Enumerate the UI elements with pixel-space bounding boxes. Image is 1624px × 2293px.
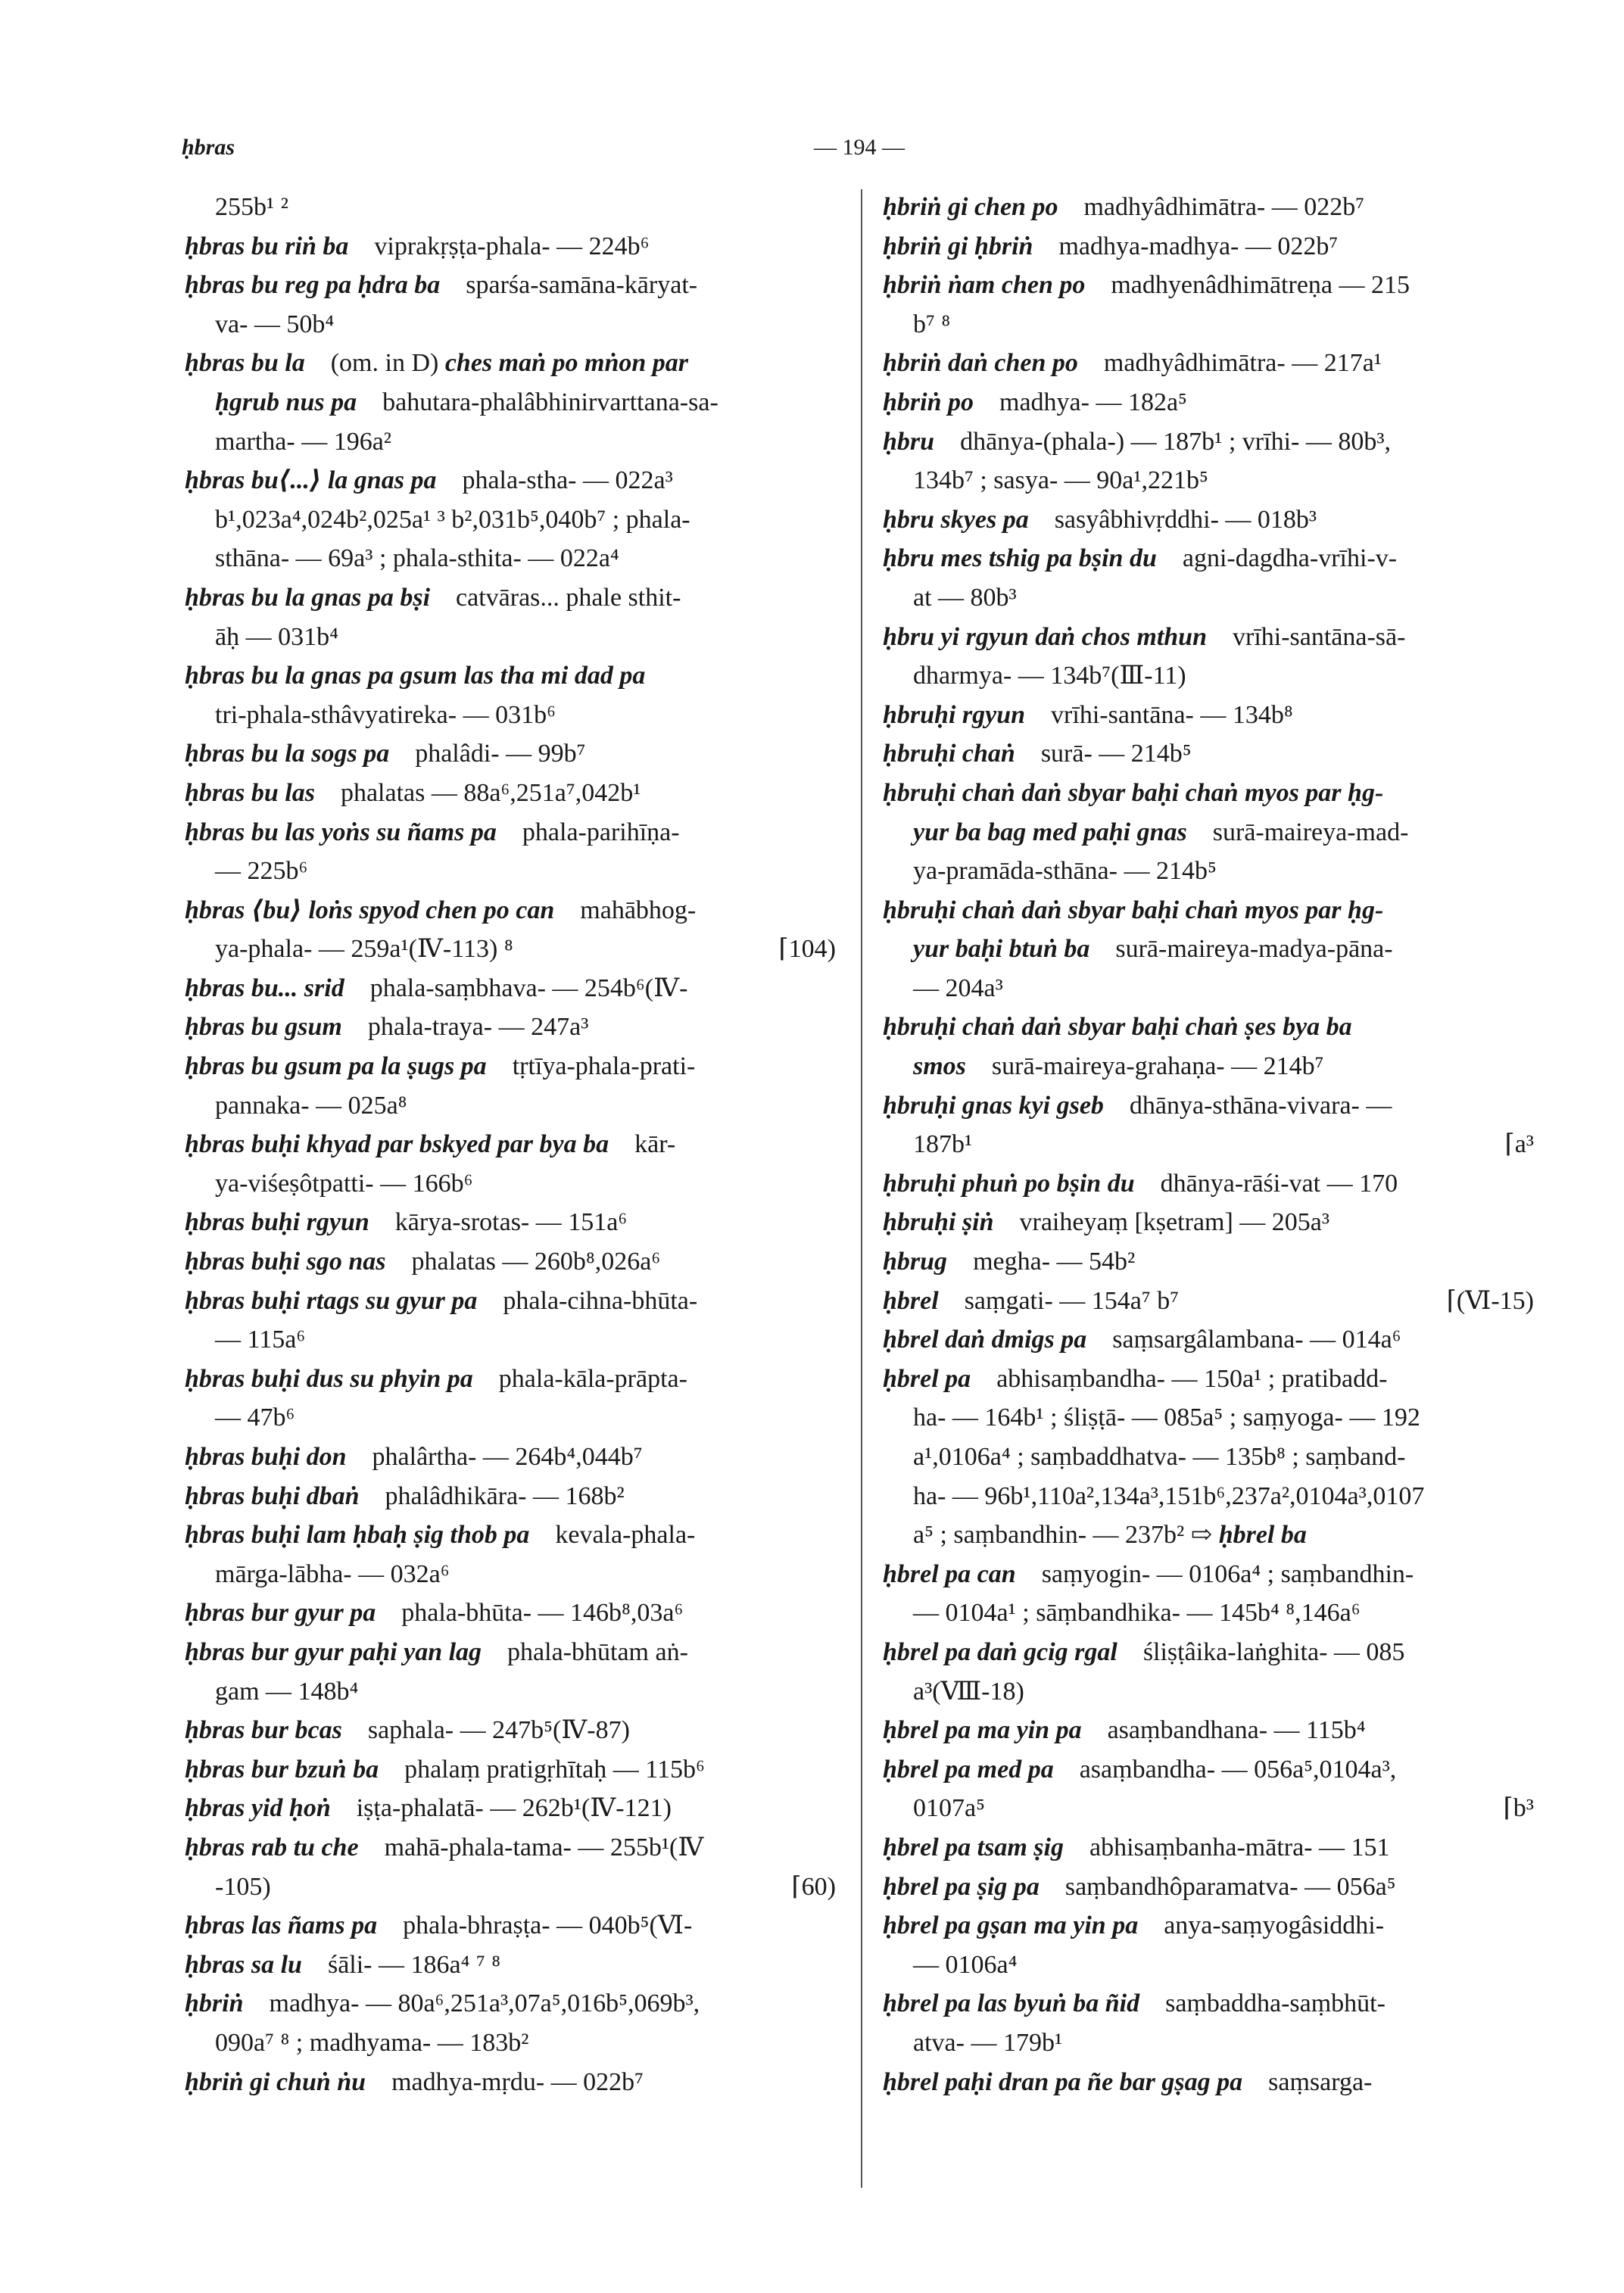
entry-line xyxy=(883,1398,1534,1438)
sanskrit-equivalent: saphala- — 247b⁵(Ⅳ-87) xyxy=(367,1716,630,1745)
continuation-text: tri-phala-sthâvyatireka- — 031b⁶ xyxy=(215,700,556,729)
sanskrit-equivalent: madhya-madhya- — 022b⁷ xyxy=(1058,232,1339,260)
entry-line xyxy=(185,1906,836,1946)
sanskrit-equivalent: asaṃbandhana- — 115b⁴ xyxy=(1107,1716,1366,1745)
continuation-text: — 115a⁶ xyxy=(215,1326,306,1354)
entry-line xyxy=(883,539,1534,578)
entry-line xyxy=(185,774,836,813)
entry-line xyxy=(883,266,1534,305)
sanskrit-equivalent: saṃgati- — 154a⁷ b⁷ xyxy=(964,1286,1180,1315)
tibetan-headword: ḥbrel pa ma yin pa xyxy=(883,1716,1082,1745)
tibetan-headword: ḥbriṅ gi chen po xyxy=(883,193,1058,221)
sanskrit-equivalent: phala-bhūta- — 146b⁸,03a⁶ xyxy=(401,1599,684,1628)
tibetan-headword: ḥbras buḥi rgyun xyxy=(185,1208,369,1237)
tibetan-headword: ḥbrel pa tsam ṣig xyxy=(883,1833,1064,1862)
entry-line xyxy=(185,188,836,227)
continuation-text: b¹,023a⁴,024b²,025a¹ ³ b²,031b⁵,040b⁷ ; phala- xyxy=(215,505,690,534)
sanskrit-equivalent: tṛtīya-phala-prati- xyxy=(512,1052,696,1081)
tibetan-headword: ḥbras ⟨bu⟩ loṅs spyod chen po can xyxy=(185,896,555,924)
tibetan-headword: ḥbrel xyxy=(883,1286,939,1315)
entry-line xyxy=(185,2024,836,2063)
entry-line xyxy=(883,656,1534,696)
tibetan-headword: ḥbras bu la gnas pa gsum las tha mi dad pa xyxy=(185,662,646,690)
entry-line xyxy=(185,1516,836,1555)
continuation-text: a¹,0106a⁴ ; saṃbaddhatva- — 135b⁸ ; saṃband- xyxy=(913,1443,1406,1471)
entry-line xyxy=(883,1438,1534,1477)
entry-line xyxy=(185,2063,836,2102)
entry-line xyxy=(185,1594,836,1633)
running-head: ḥbras xyxy=(182,135,235,160)
entry-line xyxy=(185,1438,836,1477)
entry-line xyxy=(185,305,836,344)
entry-line xyxy=(185,1555,836,1594)
entry-line xyxy=(185,1282,836,1321)
entry-line xyxy=(883,969,1534,1008)
sanskrit-equivalent: madhya- — 80a⁶,251a³,07a⁵,016b⁵,069b³, xyxy=(269,1989,700,2018)
sanskrit-equivalent: asaṃbandha- — 056a⁵,0104a³, xyxy=(1079,1755,1397,1784)
entry-line xyxy=(883,891,1534,930)
sanskrit-equivalent: viprakṛṣṭa-phala- — 224b⁶ xyxy=(374,232,650,260)
tibetan-headword: ḥbruḥi phuṅ po bṣin du xyxy=(883,1169,1135,1198)
tibetan-headword: ḥbras rab tu che xyxy=(185,1833,359,1862)
continuation-text: b⁷ ⁸ xyxy=(913,310,951,338)
tibetan-headword: ḥbras las ñams pa xyxy=(185,1911,378,1940)
tibetan-headword: ḥbrel ba xyxy=(1218,1521,1307,1550)
entry-line xyxy=(185,500,836,540)
entry-line xyxy=(185,1008,836,1047)
continuation-text: ya-viśeṣôtpatti- — 166b⁶ xyxy=(215,1169,473,1198)
tibetan-headword: ḥbras bu la gnas pa bṣi xyxy=(185,583,431,612)
tibetan-headword: ḥbras bur gyur pa xyxy=(185,1599,376,1628)
entry-line xyxy=(883,1594,1534,1633)
continuation-text: — 47b⁶ xyxy=(215,1404,295,1432)
continuation-text: dharmya- — 134b⁷(Ⅲ-11) xyxy=(913,662,1186,690)
entry-line xyxy=(883,227,1534,266)
sanskrit-equivalent: phalaṃ pratigṛhītaḥ — 115b⁶ xyxy=(404,1755,705,1784)
entry-line xyxy=(185,422,836,462)
entry-line xyxy=(883,1946,1534,1985)
entry-line xyxy=(185,1750,836,1790)
continuation-text: 090a⁷ ⁸ ; madhyama- — 183b² xyxy=(215,2028,529,2057)
marginal-note: ⌈b³ xyxy=(1503,1794,1534,1823)
continuation-text: 255b¹ ² xyxy=(215,193,288,221)
sanskrit-equivalent: bahutara-phalâbhinirvarttana-sa- xyxy=(382,388,718,416)
tibetan-headword: ḥbru xyxy=(883,427,935,456)
entry-line xyxy=(883,774,1534,813)
entry-line xyxy=(185,227,836,266)
tibetan-headword: ḥbriṅ po xyxy=(883,388,974,416)
tibetan-headword: ḥbru skyes pa xyxy=(883,505,1029,534)
sanskrit-equivalent: mahābhog- xyxy=(580,896,697,924)
sanskrit-equivalent: madhya- — 182a⁵ xyxy=(999,388,1187,416)
entry-line xyxy=(185,1047,836,1086)
entry-line xyxy=(883,1750,1534,1790)
continuation-text: va- — 50b⁴ xyxy=(215,310,335,338)
entry-line xyxy=(883,578,1534,618)
tibetan-headword: ḥbrel pa can xyxy=(883,1559,1016,1588)
tibetan-headword: ches maṅ po mṅon par xyxy=(444,349,689,378)
marginal-note: ⌈104) xyxy=(778,935,836,964)
entry-line xyxy=(883,1164,1534,1204)
entry-line xyxy=(185,1789,836,1828)
tibetan-headword: ḥbrel daṅ dmigs pa xyxy=(883,1326,1087,1354)
sanskrit-equivalent: saṃbandhôparamatva- — 056a⁵ xyxy=(1064,1872,1396,1901)
continuation-text: atva- — 179b¹ xyxy=(913,2028,1063,2057)
tibetan-headword: ḥbriṅ ṅam chen po xyxy=(883,271,1086,300)
sanskrit-equivalent: phalatas — 260b⁸,026a⁶ xyxy=(411,1248,661,1276)
tibetan-headword: ḥbras bu la xyxy=(185,349,305,378)
tibetan-headword: ḥbras bu gsum xyxy=(185,1013,342,1042)
entry-line xyxy=(883,1906,1534,1946)
sanskrit-equivalent: surā-maireya-mad- xyxy=(1212,818,1409,846)
entry-line xyxy=(185,1477,836,1516)
right-column xyxy=(883,188,1534,2101)
entry-line xyxy=(185,734,836,774)
sanskrit-equivalent: phala-cihna-bhūta- xyxy=(503,1286,698,1315)
sanskrit-equivalent: abhisaṃbanha-mātra- — 151 xyxy=(1089,1833,1390,1862)
tibetan-headword: ḥbrug xyxy=(883,1248,948,1276)
tibetan-headword: ḥbras bur gyur paḥi yan lag xyxy=(185,1637,482,1666)
continuation-text: — 0106a⁴ xyxy=(913,1950,1018,1979)
continuation-text: — 225b⁶ xyxy=(215,857,308,886)
entry-line xyxy=(883,1203,1534,1242)
entry-line xyxy=(185,383,836,422)
sanskrit-equivalent: dhānya-sthāna-vivara- — xyxy=(1129,1091,1392,1120)
sanskrit-equivalent: phalârtha- — 264b⁴,044b⁷ xyxy=(372,1443,643,1471)
sanskrit-equivalent: phala-parihīṇa- xyxy=(522,818,680,846)
sanskrit-equivalent: śliṣṭâika-laṅghita- — 085 xyxy=(1142,1637,1405,1666)
continuation-text: — 0104a¹ ; sāṃbandhika- — 145b⁴ ⁸,146a⁶ xyxy=(913,1599,1361,1628)
entry-line xyxy=(185,266,836,305)
tibetan-headword: ḥbriṅ gi ḥbriṅ xyxy=(883,232,1033,260)
tibetan-headword: smos xyxy=(913,1052,966,1081)
entry-line xyxy=(185,1125,836,1164)
sanskrit-equivalent: surā-maireya-madya-pāna- xyxy=(1115,935,1393,964)
entry-line xyxy=(185,696,836,735)
marginal-note: ⌈60) xyxy=(791,1872,836,1901)
tibetan-headword: ḥbras yid ḥoṅ xyxy=(185,1794,331,1823)
sanskrit-equivalent: abhisaṃbandha- — 150a¹ ; pratibadd- xyxy=(996,1364,1388,1393)
entry-line xyxy=(883,618,1534,657)
tibetan-headword: ḥbras bu riṅ ba xyxy=(185,232,349,260)
tibetan-headword: ḥbrel pa daṅ gcig rgal xyxy=(883,1637,1117,1666)
continuation-text: a⁵ ; saṃbandhin- — 237b² ⇨ xyxy=(913,1521,1213,1550)
entry-line xyxy=(883,1360,1534,1399)
tibetan-headword: ḥbras bu gsum pa la ṣugs pa xyxy=(185,1052,487,1081)
continuation-text: -105) xyxy=(215,1872,271,1901)
sanskrit-equivalent: kevala-phala- xyxy=(555,1521,696,1550)
entry-line xyxy=(185,618,836,657)
tibetan-headword: ḥbruḥi chaṅ xyxy=(883,740,1015,768)
sanskrit-equivalent: surā-maireya-grahaṇa- — 214b⁷ xyxy=(991,1052,1324,1081)
tibetan-headword: yur baḥi btuṅ ba xyxy=(913,935,1090,964)
sanskrit-equivalent: madhyâdhimātra- — 217a¹ xyxy=(1103,349,1382,378)
tibetan-headword: ḥbras buḥi sgo nas xyxy=(185,1248,386,1276)
entry-line xyxy=(883,1711,1534,1750)
entry-line xyxy=(185,1672,836,1712)
sanskrit-equivalent: vrīhi-santāna-sā- xyxy=(1233,622,1406,651)
continuation-text: mārga-lābha- — 032a⁶ xyxy=(215,1559,450,1588)
continuation-text: ha- — 96b¹,110a²,134a³,151b⁶,237a²,0104a³,0107 xyxy=(913,1481,1425,1510)
sanskrit-equivalent: mahā-phala-tama- — 255b¹(Ⅳ xyxy=(384,1833,704,1862)
tibetan-headword: ḥbrel pa gṣan ma yin pa xyxy=(883,1911,1139,1940)
entry-line xyxy=(883,1477,1534,1516)
entry-line xyxy=(883,383,1534,422)
sanskrit-equivalent: kār- xyxy=(634,1130,676,1159)
sanskrit-equivalent: phalâdi- — 99b⁷ xyxy=(415,740,586,768)
sanskrit-equivalent: megha- — 54b² xyxy=(973,1248,1136,1276)
entry-line xyxy=(185,1203,836,1242)
entry-line xyxy=(185,1164,836,1204)
continuation-text: at — 80b³ xyxy=(913,583,1017,612)
sanskrit-equivalent: (om. in D) xyxy=(330,349,439,378)
tibetan-headword: ḥbras bur bcas xyxy=(185,1716,342,1745)
tibetan-headword: ḥbrel pa ṣig pa xyxy=(883,1872,1040,1901)
entry-line xyxy=(883,305,1534,344)
continuation-text: gam — 148b⁴ xyxy=(215,1677,359,1706)
sanskrit-equivalent: saṃsarga- xyxy=(1268,2067,1373,2096)
continuation-text: 134b⁷ ; sasya- — 90a¹,221b⁵ xyxy=(913,466,1208,495)
entry-line xyxy=(185,1086,836,1126)
tibetan-headword: ḥbruḥi chaṅ daṅ sbyar baḥi chaṅ ṣes bya ba xyxy=(883,1013,1352,1042)
sanskrit-equivalent: saṃyogin- — 0106a⁴ ; saṃbandhin- xyxy=(1041,1559,1414,1588)
continuation-text: āḥ — 031b⁴ xyxy=(215,622,338,651)
tibetan-headword: ḥbruḥi chaṅ daṅ sbyar baḥi chaṅ myos par ḥg- xyxy=(883,896,1384,924)
continuation-text: a³(Ⅷ-18) xyxy=(913,1677,1024,1706)
entry-line xyxy=(883,2024,1534,2063)
entry-line xyxy=(883,422,1534,462)
sanskrit-equivalent: madhyenâdhimātreṇa — 215 xyxy=(1111,271,1410,300)
tibetan-headword: ḥbras bu... srid xyxy=(185,974,344,1002)
tibetan-headword: ḥbruḥi rgyun xyxy=(883,700,1026,729)
sanskrit-equivalent: madhya-mṛdu- — 022b⁷ xyxy=(391,2067,644,2096)
sanskrit-equivalent: agni-dagdha-vrīhi-v- xyxy=(1182,544,1398,573)
sanskrit-equivalent: śāli- — 186a⁴ ⁷ ⁸ xyxy=(327,1950,501,1979)
tibetan-headword: ḥbras buḥi lam ḥbaḥ ṣig thob pa xyxy=(185,1521,530,1550)
marginal-note: ⌈(Ⅵ-15) xyxy=(1446,1286,1534,1315)
tibetan-headword: ḥbrel pa med pa xyxy=(883,1755,1054,1784)
sanskrit-equivalent: catvāras... phale sthit- xyxy=(456,583,681,612)
entry-line xyxy=(883,930,1534,969)
entry-line xyxy=(883,1008,1534,1047)
entry-line xyxy=(883,1282,1534,1321)
tibetan-headword: ḥbriṅ xyxy=(185,1989,244,2018)
sanskrit-equivalent: madhyâdhimātra- — 022b⁷ xyxy=(1083,193,1365,221)
tibetan-headword: ḥbras buḥi don xyxy=(185,1443,347,1471)
sanskrit-equivalent: dhānya-(phala-) — 187b¹ ; vrīhi- — 80b³, xyxy=(960,427,1392,456)
sanskrit-equivalent: dhānya-rāśi-vat — 170 xyxy=(1160,1169,1398,1198)
entry-line xyxy=(185,656,836,696)
sanskrit-equivalent: saṃbaddha-saṃbhūt- xyxy=(1165,1989,1386,2018)
tibetan-headword: ḥbrel pa las byuṅ ba ñid xyxy=(883,1989,1140,2018)
entry-line xyxy=(185,1711,836,1750)
entry-line xyxy=(185,1360,836,1399)
tibetan-headword: yur ba bag med paḥi gnas xyxy=(913,818,1187,846)
entry-line xyxy=(883,1633,1534,1672)
entry-line xyxy=(883,1320,1534,1360)
tibetan-headword: ḥbras bu reg pa ḥdra ba xyxy=(185,271,441,300)
tibetan-headword: ḥgrub nus pa xyxy=(215,388,357,416)
entry-line xyxy=(883,1125,1534,1164)
entry-line xyxy=(883,1086,1534,1126)
continuation-text: ya-pramāda-sthāna- — 214b⁵ xyxy=(913,857,1217,886)
sanskrit-equivalent: phala-kāla-prāpta- xyxy=(498,1364,687,1393)
entry-line xyxy=(883,188,1534,227)
entry-line xyxy=(185,1984,836,2024)
left-column xyxy=(185,188,836,2101)
sanskrit-equivalent: vraiheyaṃ [kṣetram] — 205a³ xyxy=(1019,1208,1330,1237)
sanskrit-equivalent: phala-traya- — 247a³ xyxy=(367,1013,589,1042)
entry-line xyxy=(883,1242,1534,1282)
page-number: — 194 — xyxy=(814,135,905,160)
tibetan-headword: ḥbras buḥi dus su phyin pa xyxy=(185,1364,473,1393)
tibetan-headword: ḥbras buḥi khyad par bskyed par bya ba xyxy=(185,1130,609,1159)
tibetan-headword: ḥbruḥi chaṅ daṅ sbyar baḥi chaṅ myos par ḥg- xyxy=(883,778,1384,807)
tibetan-headword: ḥbru yi rgyun daṅ chos mthun xyxy=(883,622,1207,651)
entry-line xyxy=(883,852,1534,891)
sanskrit-equivalent: surā- — 214b⁵ xyxy=(1040,740,1192,768)
entry-line xyxy=(185,1946,836,1985)
entry-line xyxy=(185,1398,836,1438)
column-divider xyxy=(861,189,862,2188)
entry-line xyxy=(185,969,836,1008)
continuation-text: ha- — 164b¹ ; śliṣṭā- — 085a⁵ ; saṃyoga- — 192 xyxy=(913,1404,1420,1432)
tibetan-headword: ḥbras buḥi dbaṅ xyxy=(185,1481,360,1510)
sanskrit-equivalent: saṃsargâlambana- — 014a⁶ xyxy=(1112,1326,1401,1354)
entry-line xyxy=(883,696,1534,735)
sanskrit-equivalent: phala-saṃbhava- — 254b⁶(Ⅳ- xyxy=(369,974,688,1002)
entry-line xyxy=(883,1789,1534,1828)
entry-line xyxy=(185,539,836,578)
entry-line xyxy=(185,852,836,891)
sanskrit-equivalent: anya-saṃyogâsiddhi- xyxy=(1164,1911,1385,1940)
tibetan-headword: ḥbriṅ gi chuṅ ṅu xyxy=(185,2067,366,2096)
continuation-text: ya-phala- — 259a¹(Ⅳ-113) ⁸ xyxy=(215,935,513,964)
entry-line xyxy=(883,500,1534,540)
continuation-text: martha- — 196a² xyxy=(215,427,392,456)
entry-line xyxy=(883,1828,1534,1868)
tibetan-headword: ḥbriṅ daṅ chen po xyxy=(883,349,1078,378)
sanskrit-equivalent: phala-stha- — 022a³ xyxy=(462,466,673,495)
sanskrit-equivalent: kārya-srotas- — 151a⁶ xyxy=(394,1208,628,1237)
sanskrit-equivalent: iṣṭa-phalatā- — 262b¹(Ⅳ-121) xyxy=(356,1794,672,1823)
entry-line xyxy=(185,461,836,500)
entry-line xyxy=(185,1828,836,1868)
sanskrit-equivalent: phala-bhraṣṭa- — 040b⁵(Ⅵ- xyxy=(403,1911,693,1940)
entry-line xyxy=(883,344,1534,383)
tibetan-headword: ḥbras bu la sogs pa xyxy=(185,740,390,768)
tibetan-headword: ḥbras sa lu xyxy=(185,1950,302,1979)
sanskrit-equivalent: sasyâbhivṛddhi- — 018b³ xyxy=(1054,505,1317,534)
entry-line xyxy=(883,1672,1534,1712)
tibetan-headword: ḥbrel pa xyxy=(883,1364,971,1393)
tibetan-headword: ḥbru mes tshig pa bṣin du xyxy=(883,544,1157,573)
continuation-text: 0107a⁵ xyxy=(913,1794,985,1823)
continuation-text: pannaka- — 025a⁸ xyxy=(215,1091,407,1120)
entry-line xyxy=(883,734,1534,774)
tibetan-headword: ḥbrel paḥi dran pa ñe bar gṣag pa xyxy=(883,2067,1243,2096)
entry-line xyxy=(185,891,836,930)
entry-line xyxy=(883,2063,1534,2102)
entry-line xyxy=(883,1047,1534,1086)
entry-line xyxy=(185,1868,836,1907)
tibetan-headword: ḥbras bu las xyxy=(185,778,315,807)
entry-line xyxy=(185,578,836,618)
entry-line xyxy=(883,813,1534,852)
continuation-text: — 204a³ xyxy=(913,974,1003,1002)
entry-line xyxy=(185,344,836,383)
entry-line xyxy=(185,1633,836,1672)
tibetan-headword: ḥbruḥi ṣiṅ xyxy=(883,1208,994,1237)
entry-line xyxy=(883,1555,1534,1594)
sanskrit-equivalent: phalatas — 88a⁶,251a⁷,042b¹ xyxy=(340,778,641,807)
entry-line xyxy=(185,1320,836,1360)
sanskrit-equivalent: phalâdhikāra- — 168b² xyxy=(385,1481,625,1510)
sanskrit-equivalent: vrīhi-santāna- — 134b⁸ xyxy=(1051,700,1293,729)
entry-line xyxy=(185,813,836,852)
sanskrit-equivalent: phala-bhūtam aṅ- xyxy=(507,1637,688,1666)
sanskrit-equivalent: sparśa-samāna-kāryat- xyxy=(466,271,698,300)
entry-line xyxy=(185,1242,836,1282)
tibetan-headword: ḥbruḥi gnas kyi gseb xyxy=(883,1091,1104,1120)
entry-line xyxy=(883,1868,1534,1907)
tibetan-headword: ḥbras bu las yoṅs su ñams pa xyxy=(185,818,497,846)
entry-line xyxy=(185,930,836,969)
entry-line xyxy=(883,461,1534,500)
tibetan-headword: ḥbras bur bzuṅ ba xyxy=(185,1755,379,1784)
tibetan-headword: ḥbras bu⟨...⟩ la gnas pa xyxy=(185,466,437,495)
entry-line xyxy=(883,1516,1534,1555)
marginal-note: ⌈a³ xyxy=(1504,1130,1534,1159)
continuation-text: 187b¹ xyxy=(913,1130,973,1159)
entry-line xyxy=(883,1984,1534,2024)
continuation-text: sthāna- — 69a³ ; phala-sthita- — 022a⁴ xyxy=(215,544,619,573)
tibetan-headword: ḥbras buḥi rtags su gyur pa xyxy=(185,1286,478,1315)
